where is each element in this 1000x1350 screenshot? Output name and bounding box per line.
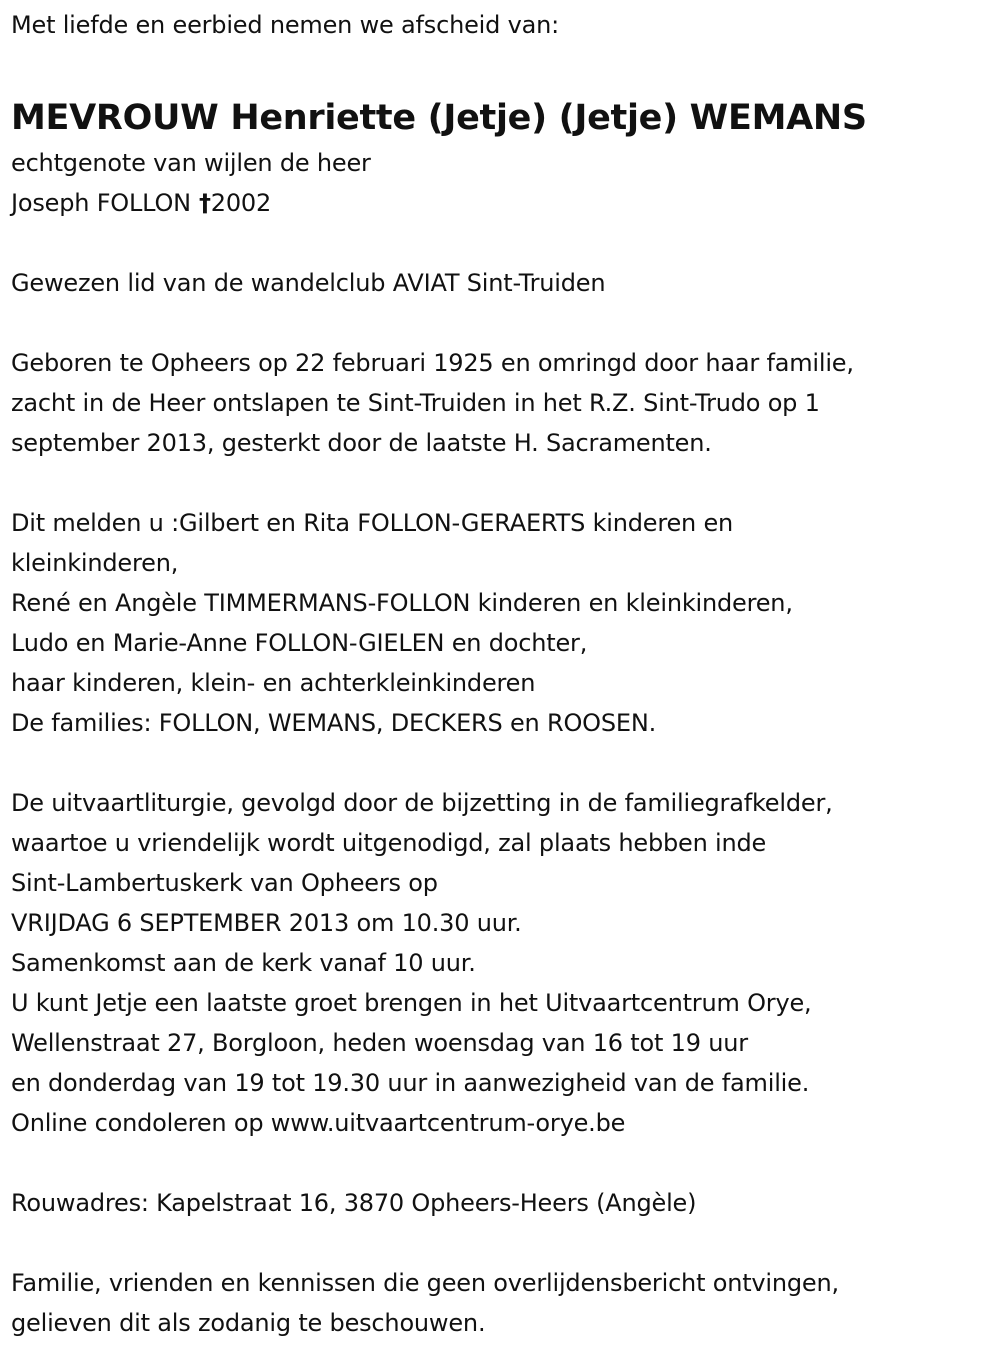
spouse-line: echtgenote van wijlen de heer	[11, 149, 371, 177]
spacer	[11, 1143, 991, 1183]
paragraph-line: Samenkomst aan de kerk vanaf 10 uur.	[11, 949, 476, 977]
spouse-death-year: 2002	[210, 189, 272, 217]
paragraph-line: Sint-Lambertuskerk van Opheers op	[11, 869, 438, 897]
paragraph-line: De families: FOLLON, WEMANS, DECKERS en ROOSEN.	[11, 709, 657, 737]
paragraph-line: Dit melden u :Gilbert en Rita FOLLON-GERAERTS kinderen en	[11, 509, 734, 537]
paragraph-line: kleinkinderen,	[11, 549, 179, 577]
paragraph-line: gelieven dit als zodanig te beschouwen.	[11, 1309, 486, 1337]
paragraph-line: september 2013, gesterkt door de laatste H. Sacramenten.	[11, 429, 712, 457]
death-notice	[11, 5, 991, 1343]
cross-icon: †	[198, 189, 211, 217]
paragraph-line: VRIJDAG 6 SEPTEMBER 2013 om 10.30 uur.	[11, 909, 522, 937]
funeral-paragraph	[11, 783, 991, 1143]
spacer	[11, 303, 991, 343]
membership-text: Gewezen lid van de wandelclub AVIAT Sint-Truiden	[11, 269, 606, 297]
intro-text: Met liefde en eerbied nemen we afscheid van:	[11, 11, 559, 39]
deceased-name: MEVROUW Henriette (Jetje) (Jetje) WEMANS	[11, 98, 867, 138]
spacer	[11, 463, 991, 503]
spacer	[11, 223, 991, 263]
closing-paragraph	[11, 1263, 991, 1343]
paragraph-line: De uitvaartliturgie, gevolgd door de bijzetting in de familiegrafkelder,	[11, 789, 833, 817]
paragraph-line: waartoe u vriendelijk wordt uitgenodigd, zal plaats hebben inde	[11, 829, 767, 857]
paragraph-line: haar kinderen, klein- en achterkleinkinderen	[11, 669, 536, 697]
paragraph-line: en donderdag van 19 tot 19.30 uur in aanwezigheid van de familie.	[11, 1069, 810, 1097]
paragraph-line: Ludo en Marie-Anne FOLLON-GIELEN en dochter,	[11, 629, 588, 657]
birth-death-paragraph	[11, 343, 991, 463]
mourning-address: Rouwadres: Kapelstraat 16, 3870 Opheers-Heers (Angèle)	[11, 1189, 697, 1217]
spacer	[11, 743, 991, 783]
paragraph-line: Wellenstraat 27, Borgloon, heden woensdag van 16 tot 19 uur	[11, 1029, 748, 1057]
paragraph-line: Online condoleren op www.uitvaartcentrum-orye.be	[11, 1109, 626, 1137]
paragraph-line: Familie, vrienden en kennissen die geen overlijdensbericht ontvingen,	[11, 1269, 839, 1297]
spacer	[11, 45, 991, 85]
family-paragraph	[11, 503, 991, 743]
paragraph-line: zacht in de Heer ontslapen te Sint-Truiden in het R.Z. Sint-Trudo op 1	[11, 389, 820, 417]
paragraph-line: U kunt Jetje een laatste groet brengen in het Uitvaartcentrum Orye,	[11, 989, 812, 1017]
paragraph-line: René en Angèle TIMMERMANS-FOLLON kinderen en kleinkinderen,	[11, 589, 793, 617]
spouse-name: Joseph FOLLON	[11, 189, 191, 217]
spouse-name-line	[11, 183, 991, 223]
spacer	[11, 1223, 991, 1263]
paragraph-line: Geboren te Opheers op 22 februari 1925 en omringd door haar familie,	[11, 349, 854, 377]
